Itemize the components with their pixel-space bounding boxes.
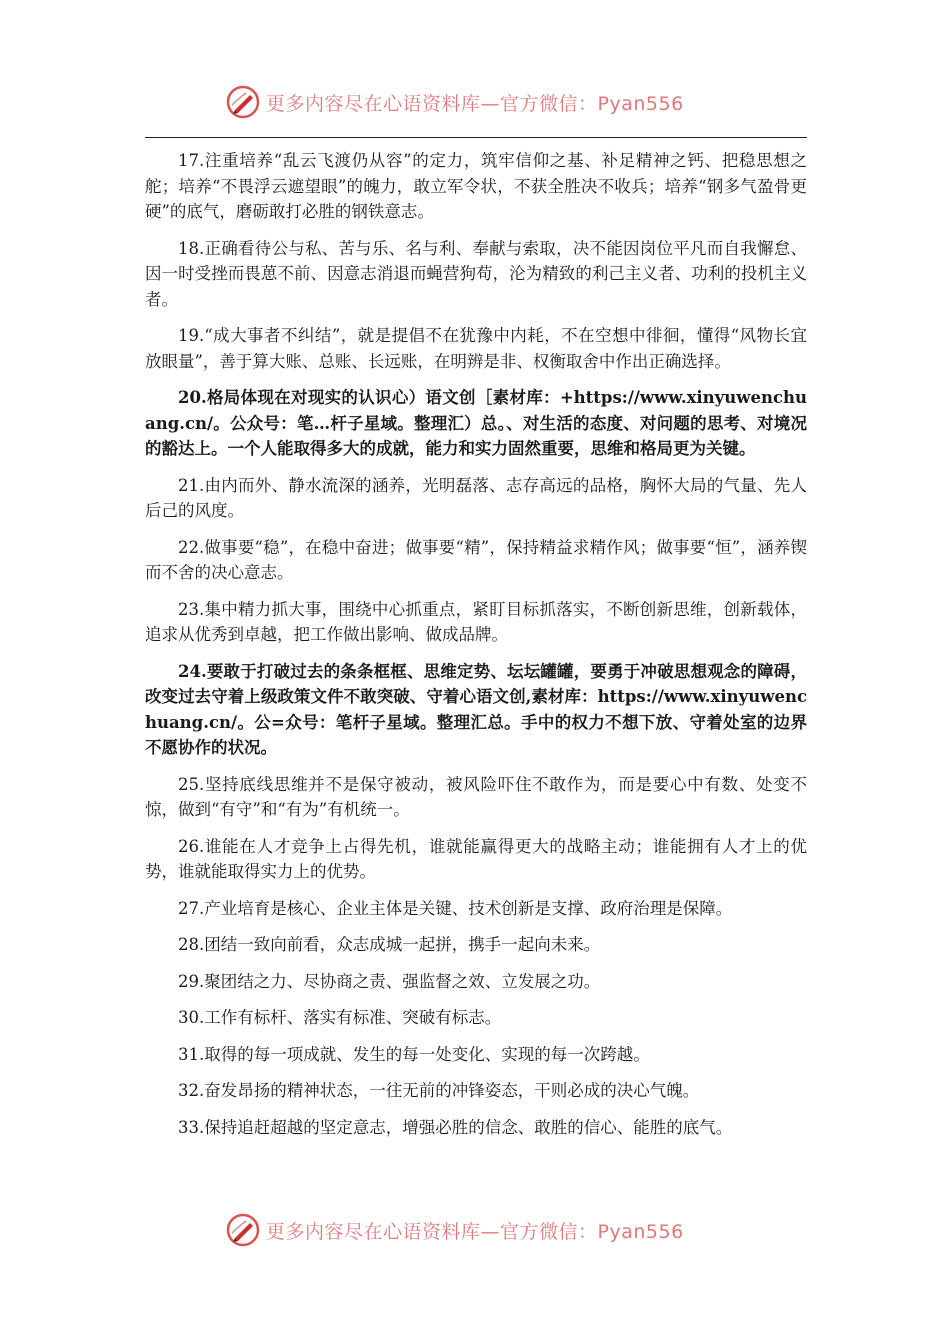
paragraph-30: 30.工作有标杆、落实有标准、突破有标志。 [178,1008,502,1027]
paragraph-31: 31.取得的每一项成就、发生的每一处变化、实现的每一次跨越。 [178,1044,650,1064]
paragraph-19: 19.“成大事者不纠结”，就是提倡不在犹豫中内耗，不在空想中徘徊，懂得“风物长宜放眼量”，善于算大账、总账、长远账，在明辨是非、权衡取舍中作出正确选择。 [145,326,807,371]
header-divider [145,137,807,138]
document-body [145,148,807,1151]
footer-banner [226,1210,684,1250]
paragraph-32: 32.奋发昂扬的精神状态，一往无前的冲锋姿态，干则必成的决心气魄。 [178,1081,700,1100]
paragraph-22: 22.做事要“稳”，在稳中奋进；做事要“精”，保持精益求精作风；做事要“恒”，涵养锲而不舍的决心意志。 [145,537,807,582]
paragraph-20: 20.格局体现在对现实的认识心）语文创［素材库：+https://www.xinyuwenchuang.cn/。公众号：笔…杆子星域。整理汇）总。、对生活的态度、对问题的思考、对境况的豁达上。一个人能取得多大的成就，能力和实力固然重要，思维和格局更为关键。 [145,388,807,458]
pen-logo-icon [226,1213,260,1247]
paragraph-27: 27.产业培育是核心、企业主体是关键、技术创新是支撑、政府治理是保障。 [178,898,733,918]
paragraph-26: 26.谁能在人才竞争上占得先机，谁就能赢得更大的战略主动；谁能拥有人才上的优势，谁就能取得实力上的优势。 [145,836,807,881]
paragraph-33: 33.保持追赶超越的坚定意志，增强必胜的信念、敢胜的信心、能胜的底气。 [178,1117,733,1137]
paragraph-23: 23.集中精力抓大事，围绕中心抓重点，紧盯目标抓落实，不断创新思维，创新载体，追求从优秀到卓越，把工作做出影响、做成品牌。 [145,599,807,644]
paragraph-18: 18.正确看待公与私、苦与乐、名与利、奉献与索取，决不能因岗位平凡而自我懈怠、因一时受挫而畏葸不前、因意志消退而蝇营狗苟，沦为精致的利己主义者、功利的投机主义者。 [145,238,807,309]
paragraph-17: 17.注重培养“乱云飞渡仍从容”的定力，筑牢信仰之基、补足精神之钙、把稳思想之舵；培养“不畏浮云遮望眼”的魄力，敢立军令状，不获全胜决不收兵；培养“钢多气盈骨更硬”的底气，磨砺敢打必胜的钢铁意志。 [145,151,807,221]
paragraph-29: 29.聚团结之力、尽协商之责、强监督之效、立发展之功。 [178,971,601,991]
header-banner-text: 更多内容尽在心语资料库—官方微信：Pyan556 [266,92,684,115]
footer-banner-text: 更多内容尽在心语资料库—官方微信：Pyan556 [266,1220,684,1243]
paragraph-21: 21.由内而外、静水流深的涵养，光明磊落、志存高远的品格，胸怀大局的气量、先人后己的风度。 [145,475,807,520]
header-banner [226,82,684,122]
paragraph-25: 25.坚持底线思维并不是保守被动，被风险吓住不敢作为，而是要心中有数、处变不惊，做到“有守”和“有为”有机统一。 [145,774,807,819]
paragraph-24: 24.要敢于打破过去的条条框框、思维定势、坛坛罐罐，要勇于冲破思想观念的障碍，改变过去守着上级政策文件不敢突破、守着心语文创,素材库：https://www.xinyuwenchuang.cn/。公=众号：笔杆子星域。整理汇总。手中的权力不想下放、守着处室的边界不愿协作的状况。 [145,661,807,757]
pen-logo-icon [226,85,260,119]
paragraph-28: 28.团结一致向前看，众志成城一起拼，携手一起向未来。 [178,935,601,954]
